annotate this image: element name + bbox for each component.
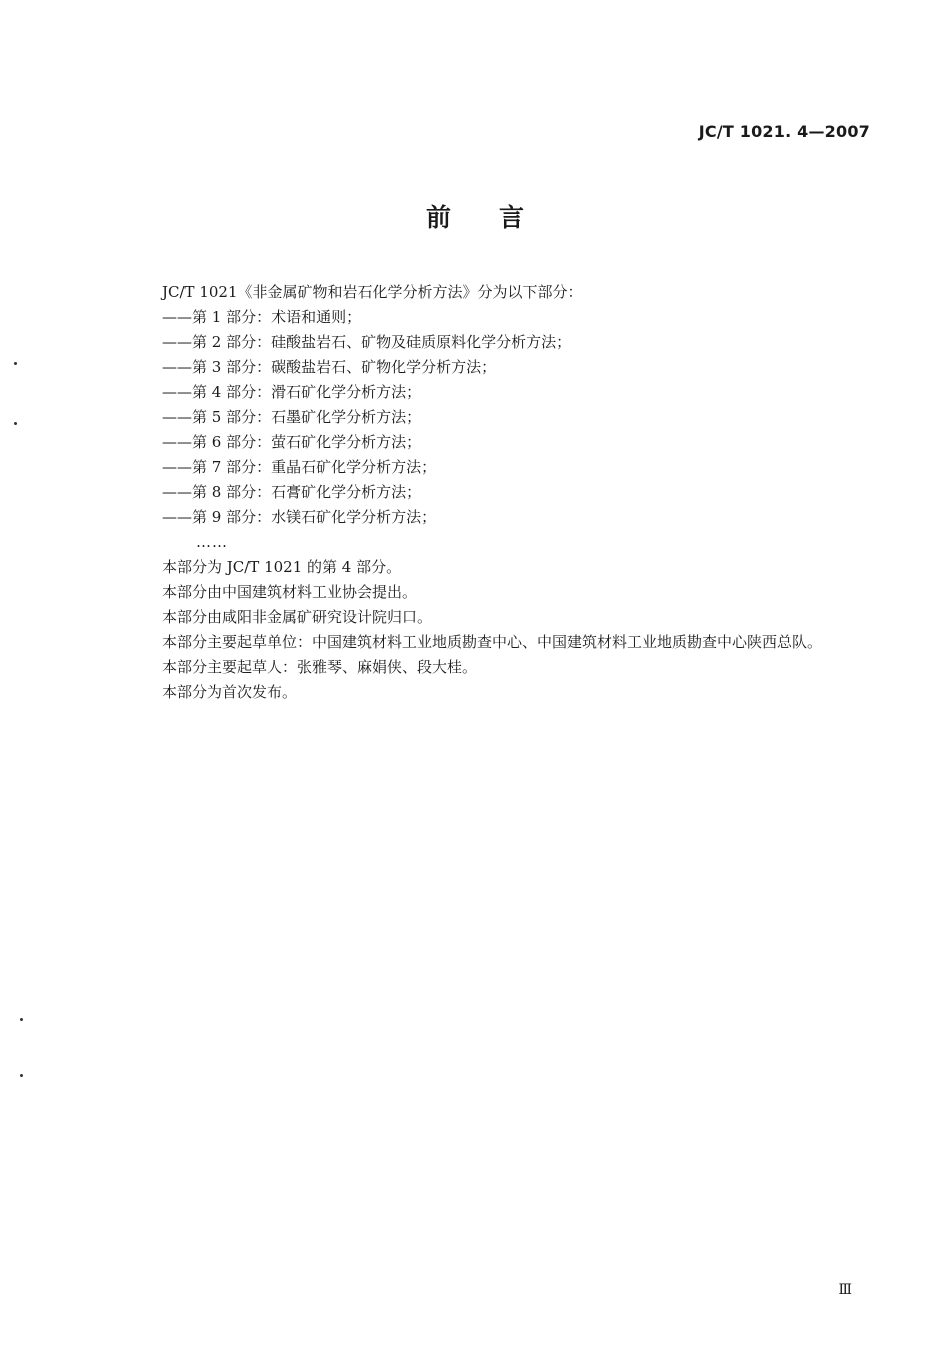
standard-code: JC/T 1021. 4—2007 — [698, 122, 870, 141]
statement-responsible: 本部分由咸阳非金属矿研究设计院归口。 — [162, 608, 433, 626]
page-number: Ⅲ — [838, 1282, 852, 1298]
part-item-3: ——第 3 部分：碳酸盐岩石、矿物化学分析方法； — [162, 358, 497, 376]
parts-list — [130, 305, 875, 555]
statement-proposer: 本部分由中国建筑材料工业协会提出。 — [162, 583, 418, 601]
part-item-4: ——第 4 部分：滑石矿化学分析方法； — [162, 383, 422, 401]
scan-speck — [14, 422, 17, 425]
part-item-9: ——第 9 部分：水镁石矿化学分析方法； — [162, 508, 437, 526]
document-body — [130, 280, 875, 705]
statement-drafting-units: 本部分主要起草单位：中国建筑材料工业地质勘查中心、中国建筑材料工业地质勘查中心陕西总队。 — [162, 633, 823, 651]
part-item-8: ——第 8 部分：石膏矿化学分析方法； — [162, 483, 422, 501]
statement-first-release: 本部分为首次发布。 — [162, 683, 298, 701]
list-ellipsis: …… — [196, 533, 228, 551]
statement-part-number: 本部分为 JC/T 1021 的第 4 部分。 — [162, 558, 402, 576]
part-item-5: ——第 5 部分：石墨矿化学分析方法； — [162, 408, 422, 426]
part-item-1: ——第 1 部分：术语和通则； — [162, 308, 362, 326]
statement-drafters: 本部分主要起草人：张雅琴、麻娟侠、段大桂。 — [162, 658, 478, 676]
page-title: 前言 — [425, 203, 572, 232]
part-item-7: ——第 7 部分：重晶石矿化学分析方法； — [162, 458, 437, 476]
scan-speck — [14, 362, 17, 365]
scan-speck — [20, 1018, 23, 1021]
part-item-6: ——第 6 部分：萤石矿化学分析方法； — [162, 433, 422, 451]
part-item-2: ——第 2 部分：硅酸盐岩石、矿物及硅质原料化学分析方法； — [162, 333, 572, 351]
scan-speck — [20, 1074, 23, 1077]
intro-paragraph: JC/T 1021《非金属矿物和岩石化学分析方法》分为以下部分： — [162, 283, 583, 301]
